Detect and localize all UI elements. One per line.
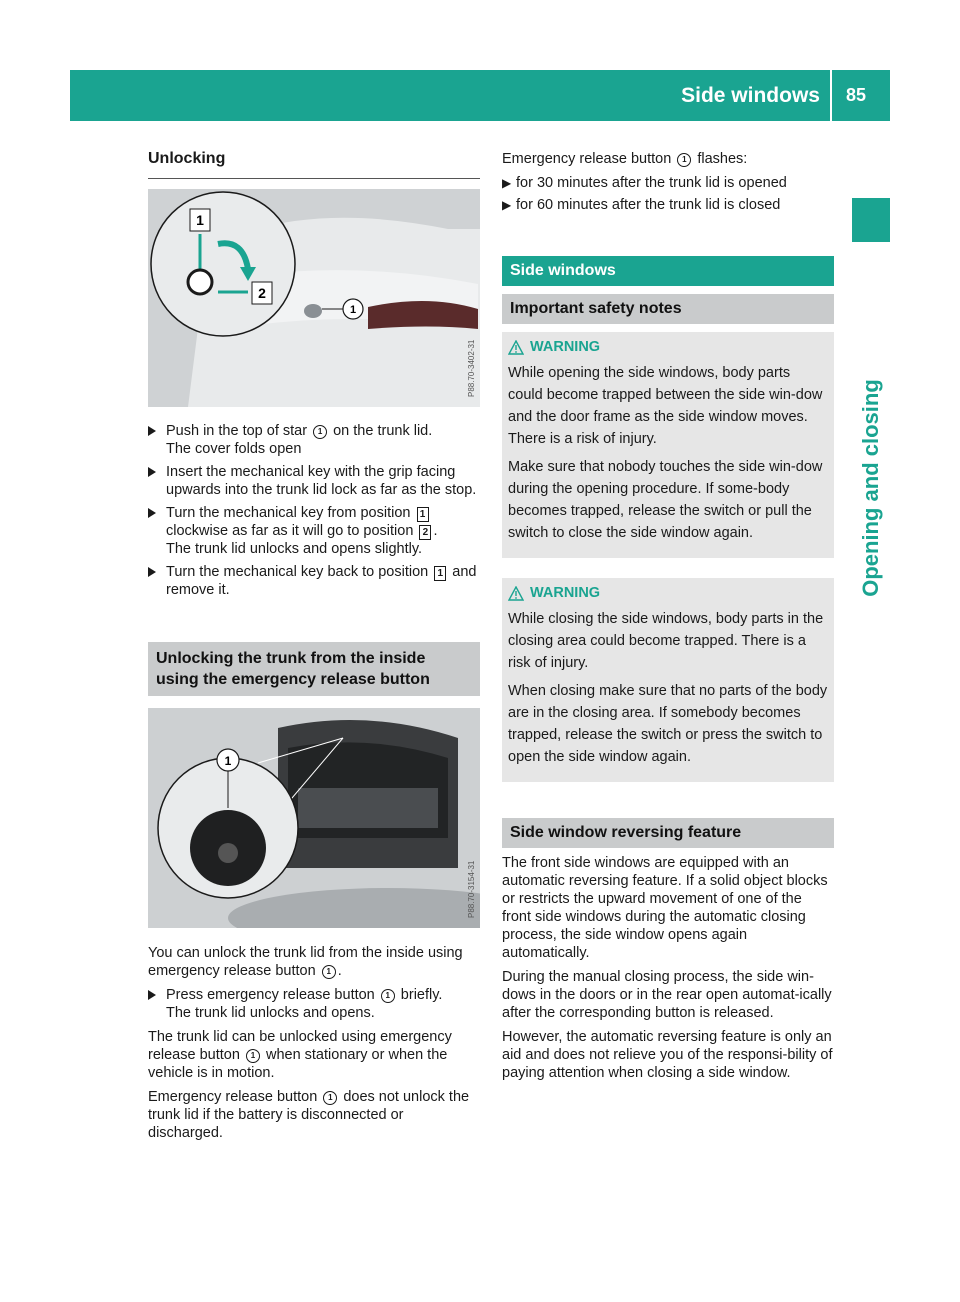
reversing-paragraph-1: The front side windows are equipped with an automatic reversing feature. If a solid object blocks or restricts the upward movement of one of the front side windows during the automatic closing process, the side window opens again automatically.: [502, 855, 828, 961]
callout-1-icon: 1: [322, 965, 336, 979]
warning-label: WARNING: [530, 339, 601, 355]
position-1-icon: 1: [434, 566, 446, 581]
step-arrow-icon: [148, 467, 156, 477]
trunk-interior-illustration: [148, 708, 480, 928]
position-2-icon: 2: [419, 525, 431, 540]
figure1-callout-sq-2: 2: [258, 285, 266, 301]
warning-box-1: [502, 332, 834, 558]
warning-label: WARNING: [530, 585, 601, 601]
step-1: Push in the top of star 1 on the trunk lid. The cover folds open: [148, 422, 480, 458]
figure2-code: P88.70-3154-31: [467, 860, 476, 918]
figure1-callout-sq-1: 1: [196, 212, 204, 228]
emergency-section-title: Unlocking the trunk from the inside using the emergency release button: [148, 642, 480, 696]
step-4: Turn the mechanical key back to position 1 and remove it.: [148, 563, 480, 599]
note2-paragraph: Emergency release button 1 does not unlock the trunk lid if the battery is disconnected or discharged.: [148, 1089, 470, 1141]
callout-1-icon: 1: [323, 1091, 337, 1105]
warning-icon: [508, 340, 524, 355]
step-3: Turn the mechanical key from position 1 clockwise as far as it will go to position 2 . The trunk lid unlocks and opens slightly.: [148, 504, 480, 558]
bullet-item: ▶ for 30 minutes after the trunk lid is opened: [502, 175, 787, 191]
step-arrow-icon: [148, 508, 156, 518]
position-1-icon: 1: [417, 507, 429, 522]
warning-text: Make sure that nobody touches the side win-dow during the opening procedure. If some-body becomes trapped, release the switch or pull the switch to close the side window again.: [508, 459, 823, 541]
flash-paragraph: Emergency release button 1 flashes:: [502, 151, 748, 167]
warning-text: While opening the side windows, body parts could become trapped between the side win-dow and the door frame as the side window moves. There is a risk of injury.: [508, 365, 823, 447]
step-2: Insert the mechanical key with the grip facing upwards into the trunk lid lock as far as the stop.: [148, 463, 480, 499]
warning-text: When closing make sure that no parts of the body are in the closing area. If somebody becomes trapped, release the switch or press the switch to open the side window again.: [508, 683, 828, 765]
left-column: [148, 150, 480, 1148]
chapter-label: Opening and closing: [858, 379, 883, 597]
figure1-code: P88.70-3402-31: [467, 339, 476, 397]
step-press: Press emergency release button 1 briefly. The trunk lid unlocks and opens.: [148, 986, 480, 1022]
step-arrow-icon: [148, 567, 156, 577]
figure1-callout-1: 1: [349, 304, 357, 316]
page-number: 85: [845, 85, 866, 105]
warning-box-2: [502, 578, 834, 782]
figure2-callout-1: 1: [224, 754, 232, 768]
right-column: [502, 150, 834, 1088]
page-header: [70, 70, 890, 121]
callout-1-icon: 1: [246, 1049, 260, 1063]
callout-1-icon: 1: [381, 989, 395, 1003]
reversing-paragraph-2: During the manual closing process, the side win-dows in the doors or in the rear open automat-ically after the corresponding button is released.: [502, 969, 832, 1021]
header-title: Side windows: [681, 83, 820, 107]
intro-paragraph: You can unlock the trunk lid from the inside using emergency release button 1 .: [148, 945, 463, 979]
trunk-lid-illustration: [148, 189, 480, 407]
warning-icon: [508, 586, 524, 601]
callout-1-icon: 1: [677, 153, 691, 167]
unlocking-title: Unlocking: [148, 150, 226, 167]
callout-1-icon: 1: [313, 425, 327, 439]
step-arrow-icon: [148, 426, 156, 436]
chapter-tab: [852, 198, 890, 242]
step-arrow-icon: [148, 990, 156, 1000]
trunk-interior-figure: [148, 708, 480, 928]
reversing-feature-title: Side window reversing feature: [502, 818, 834, 848]
note-paragraph: The trunk lid can be unlocked using emergency release button 1 when stationary or when the vehicle is in motion.: [148, 1029, 452, 1081]
title-rule: [148, 178, 480, 179]
bullet-icon: ▶: [502, 176, 512, 190]
safety-notes-title: Important safety notes: [502, 294, 834, 324]
bullet-icon: ▶: [502, 198, 512, 212]
reversing-paragraph-3: However, the automatic reversing feature is only an aid and does not relieve you of the responsi-bility of paying attention when closing a side window.: [502, 1029, 833, 1081]
trunk-lid-figure: [148, 189, 480, 407]
warning-text: While closing the side windows, body parts in the closing area could become trapped. There is a risk of injury.: [508, 611, 824, 671]
bullet-item: ▶ for 60 minutes after the trunk lid is closed: [502, 197, 781, 213]
side-windows-title: Side windows: [502, 256, 834, 286]
